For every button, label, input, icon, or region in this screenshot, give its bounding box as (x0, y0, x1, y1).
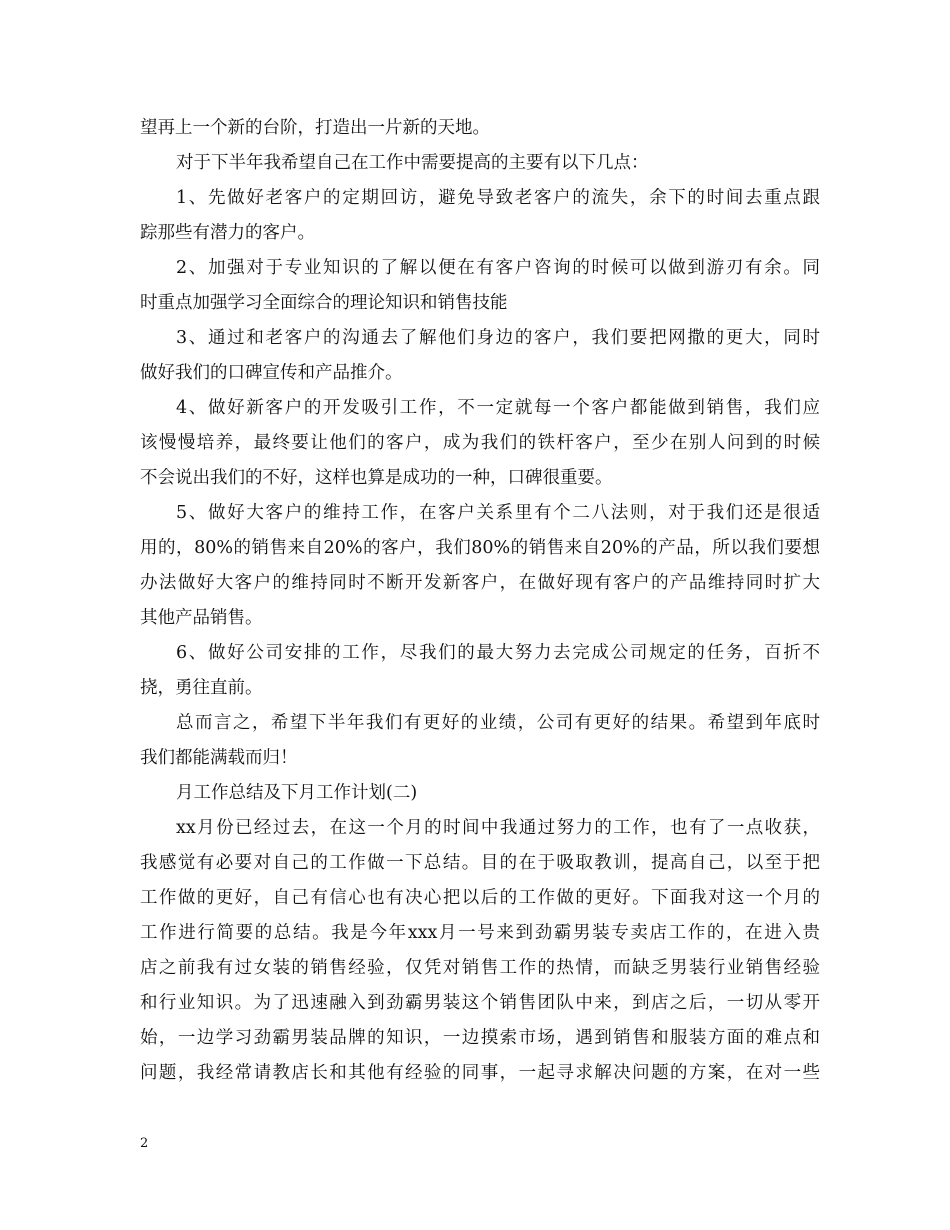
text-line: 踪那些有潜力的客户。 (140, 223, 315, 243)
text-line: 和行业知识。为了迅速融入到劲霸男装这个销售团队中来，到店之后，一切从零开 (140, 993, 820, 1013)
text-line: 我们都能满载而归！ (140, 748, 298, 768)
text-line: 该慢慢培养，最终要让他们的客户，成为我们的铁杆客户，至少在别人问到的时候 (140, 433, 820, 453)
text-line: 总而言之，希望下半年我们有更好的业绩，公司有更好的结果。希望到年底时 (176, 713, 820, 733)
text-line: 不会说出我们的不好，这样也算是成功的一种，口碑很重要。 (140, 468, 613, 488)
text-line: 挠，勇往直前。 (140, 678, 263, 698)
text-line: xx月份已经过去，在这一个月的时间中我通过努力的工作，也有了一点收获， (176, 818, 820, 838)
text-line: 做好我们的口碑宣传和产品推介。 (140, 363, 403, 383)
text-line: 工作做的更好，自己有信心也有决心把以后的工作做的更好。下面我对这一个月的 (140, 888, 820, 908)
text-line: 问题，我经常请教店长和其他有经验的同事，一起寻求解决问题的方案，在对一些 (140, 1063, 820, 1083)
text-line: 6、做好公司安排的工作，尽我们的最大努力去完成公司规定的任务，百折不 (176, 643, 820, 663)
text-line: 4、做好新客户的开发吸引工作，不一定就每一个客户都能做到销售，我们应 (176, 398, 820, 418)
text-line: 望再上一个新的台阶，打造出一片新的天地。 (140, 118, 490, 138)
section-heading: 月工作总结及下月工作计划(二) (176, 783, 418, 803)
text-line: 其他产品销售。 (140, 608, 263, 628)
text-line: 2、加强对于专业知识的了解以便在有客户咨询的时候可以做到游刃有余。同 (176, 258, 820, 278)
text-line: 对于下半年我希望自己在工作中需要提高的主要有以下几点： (176, 153, 649, 173)
text-line: 5、做好大客户的维持工作，在客户关系里有个二八法则，对于我们还是很适 (176, 503, 820, 523)
text-line: 用的，80%的销售来自20%的客户，我们80%的销售来自20%的产品，所以我们要想 (140, 538, 820, 558)
text-line: 始，一边学习劲霸男装品牌的知识，一边摸索市场，遇到销售和服装方面的难点和 (140, 1028, 820, 1048)
text-line: 1、先做好老客户的定期回访，避免导致老客户的流失，余下的时间去重点跟 (176, 188, 820, 208)
text-line: 3、通过和老客户的沟通去了解他们身边的客户，我们要把网撒的更大，同时 (176, 328, 820, 348)
text-line: 工作进行简要的总结。我是今年xxx月一号来到劲霸男装专卖店工作的，在进入贵 (140, 923, 820, 943)
page-number: 2 (140, 1136, 149, 1151)
text-line: 时重点加强学习全面综合的理论知识和销售技能 (140, 293, 508, 313)
text-line: 我感觉有必要对自己的工作做一下总结。目的在于吸取教训，提高自己，以至于把 (140, 853, 820, 873)
text-line: 店之前我有过女装的销售经验，仅凭对销售工作的热情，而缺乏男装行业销售经验 (140, 958, 820, 978)
text-line: 办法做好大客户的维持同时不断开发新客户，在做好现有客户的产品维持同时扩大 (140, 573, 820, 593)
